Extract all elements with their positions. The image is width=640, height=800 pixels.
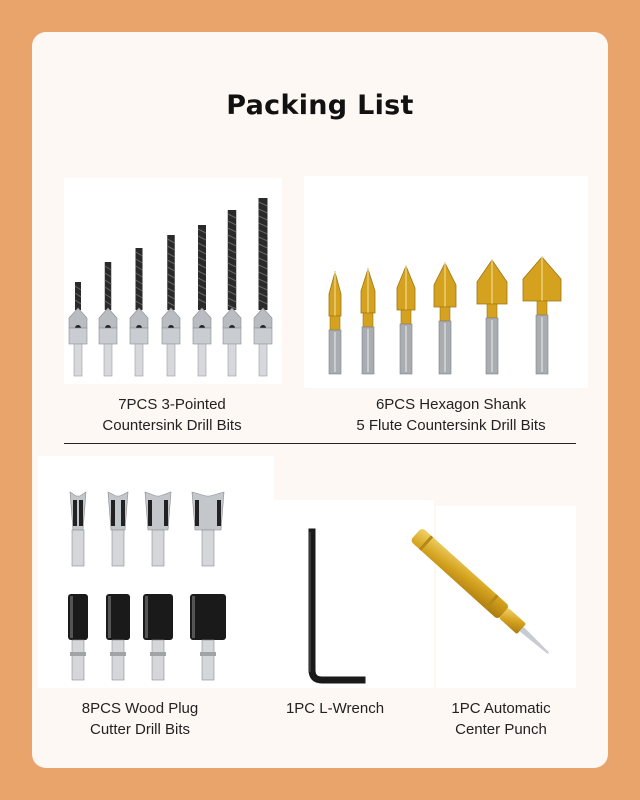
center-punch-image <box>400 520 580 680</box>
item-label-line: 6PCS Hexagon Shank <box>375 396 527 413</box>
countersink-bit-icon <box>434 263 456 374</box>
plug-cutter-icon <box>68 594 88 680</box>
plug-cutters-image <box>38 456 274 688</box>
drill-bit-icon <box>130 248 148 376</box>
countersink-bit-icon <box>477 260 507 374</box>
plug-cutter-icon <box>108 492 128 566</box>
drill-bit-icon <box>69 282 87 376</box>
item-label-line: 1PC Automatic <box>451 700 551 717</box>
countersink-bit-icon <box>523 257 561 374</box>
plug-cutter-icon <box>106 594 130 680</box>
item-label-center-punch <box>424 698 578 740</box>
page-title: Packing List <box>226 90 414 121</box>
item-label-line: Cutter Drill Bits <box>89 721 190 738</box>
plug-cutter-icon <box>145 492 171 566</box>
drill-bit-icon <box>223 210 241 376</box>
item-label-line: Countersink Drill Bits <box>102 417 242 434</box>
item-label-line: 7PCS 3-Pointed <box>118 396 226 413</box>
countersink-bit-icon <box>329 272 341 374</box>
item-label-plug-cutters <box>38 698 242 740</box>
drill-bit-icon <box>254 198 272 376</box>
plug-cutter-icon <box>70 492 86 566</box>
plug-cutter-icon <box>192 492 224 566</box>
item-label-countersink <box>64 394 280 436</box>
item-label-l-wrench <box>260 698 410 719</box>
plug-cutter-icon <box>143 594 173 680</box>
plug-cutter-icon <box>190 594 226 680</box>
hex-countersink-image <box>304 176 588 388</box>
item-label-hex-countersink <box>320 394 582 436</box>
item-label-line: Center Punch <box>455 721 547 738</box>
drill-bit-icon <box>193 225 211 376</box>
drill-bit-icon <box>162 235 180 376</box>
item-label-line: 8PCS Wood Plug <box>81 700 199 717</box>
item-label-line: 5 Flute Countersink Drill Bits <box>356 417 546 434</box>
drill-bit-icon <box>99 262 117 376</box>
countersink-bit-icon <box>361 269 375 374</box>
section-divider <box>64 443 576 444</box>
countersink-bit-icon <box>397 266 415 374</box>
countersink-bits-image <box>64 178 282 384</box>
item-label-line: 1PC L-Wrench <box>285 700 385 717</box>
